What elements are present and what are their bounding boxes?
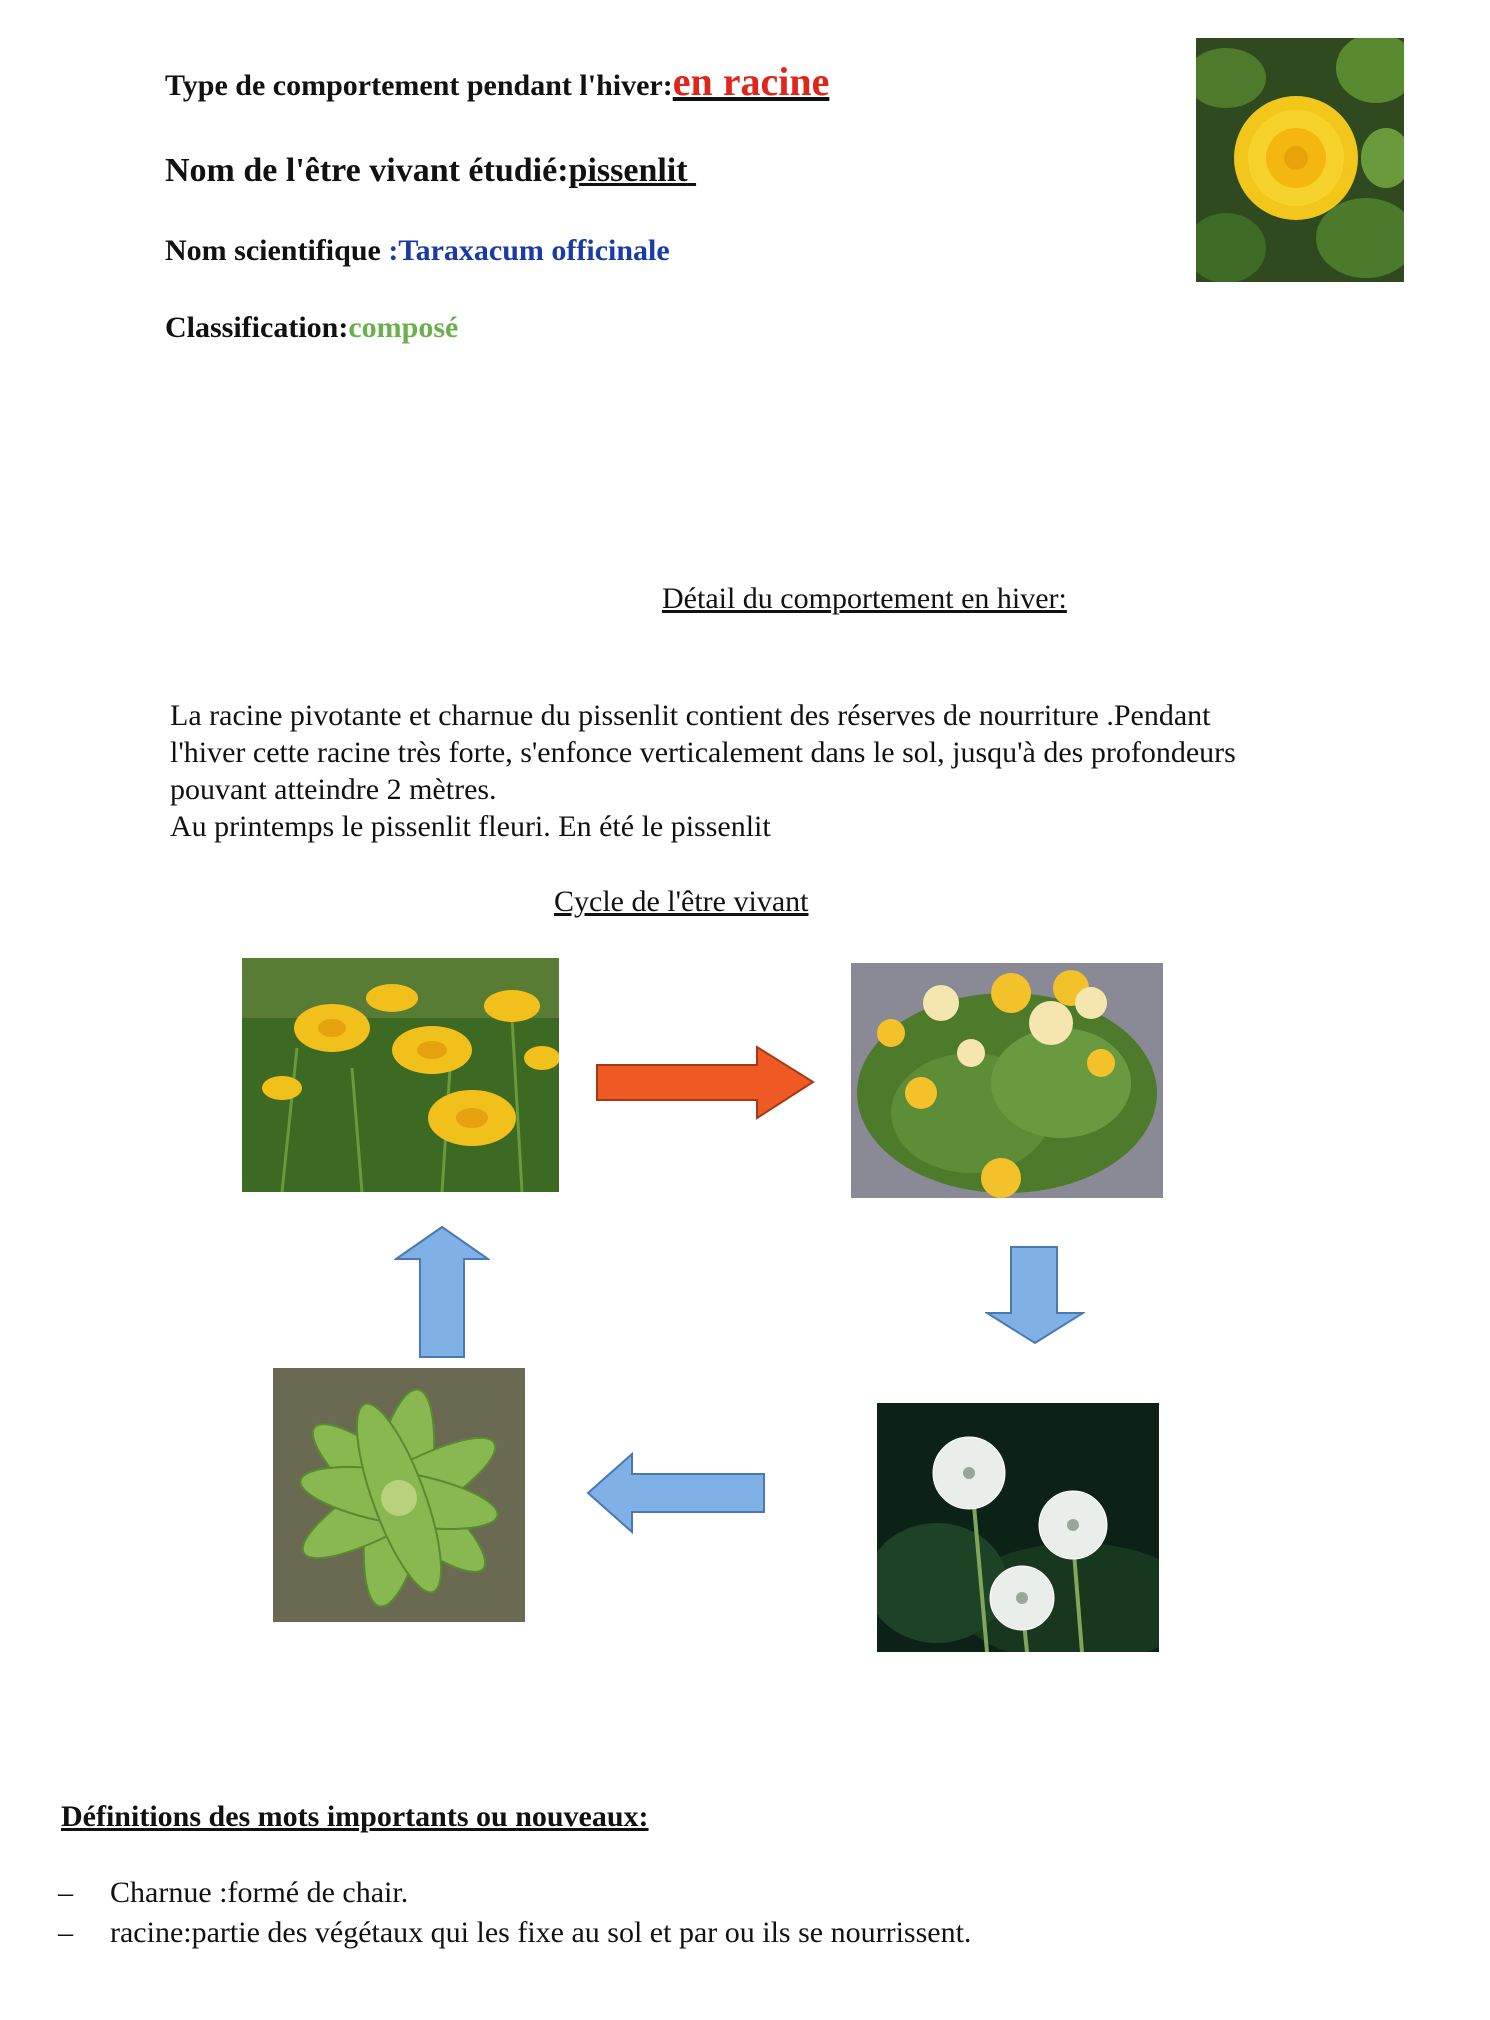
- definition-item: – Charnue :formé de chair.: [58, 1876, 409, 1909]
- dandelion-clump-photo: [851, 963, 1163, 1198]
- classification-line: [165, 311, 458, 345]
- dandelion-rosette-photo: [273, 1368, 525, 1622]
- behavior-label: Type de comportement pendant l'hiver:: [165, 69, 673, 102]
- arrow-left-icon: [586, 1452, 766, 1534]
- definition-item: – racine:partie des végétaux qui les fixe au sol et par ou ils se nourrissent.: [58, 1916, 972, 1949]
- arrow-right-icon: [595, 1045, 815, 1120]
- definitions-title: Définitions des mots importants ou nouveaux:: [61, 1800, 649, 1833]
- detail-line-4: Au printemps le pissenlit fleuri. En été le pissenlit: [170, 810, 771, 843]
- scientific-name-line: [165, 234, 670, 268]
- detail-paragraph: [170, 697, 1370, 845]
- dandelion-seedhead-photo: [877, 1403, 1159, 1652]
- name-value: pissenlit: [568, 152, 688, 189]
- definition-text-1: Charnue :formé de chair.: [110, 1876, 409, 1909]
- name-label: Nom de l'être vivant étudié:: [165, 152, 569, 189]
- behavior-value: en racine: [672, 59, 830, 104]
- classification-label: Classification:: [165, 311, 349, 344]
- detail-line-3: pouvant atteindre 2 mètres.: [170, 773, 497, 806]
- name-line: [165, 152, 696, 190]
- detail-line-2: l'hiver cette racine très forte, s'enfonce verticalement dans le sol, jusqu'à des profondeurs: [170, 736, 1236, 769]
- detail-title: Détail du comportement en hiver:: [662, 582, 1067, 615]
- scientific-label: Nom scientifique: [165, 234, 389, 267]
- definition-text-2: racine:partie des végétaux qui les fixe au sol et par ou ils se nourrissent.: [110, 1916, 972, 1949]
- arrow-up-icon: [394, 1225, 490, 1359]
- dandelion-meadow-photo: [242, 958, 559, 1192]
- dandelion-flower-photo: [1196, 38, 1404, 282]
- scientific-value: :Taraxacum officinale: [388, 234, 670, 267]
- behavior-line: [165, 58, 829, 105]
- detail-line-1: La racine pivotante et charnue du pissenlit contient des réserves de nourriture .Pendant: [170, 699, 1211, 732]
- arrow-down-icon: [985, 1245, 1085, 1345]
- classification-value: composé: [348, 311, 459, 344]
- cycle-title: Cycle de l'être vivant: [554, 885, 809, 918]
